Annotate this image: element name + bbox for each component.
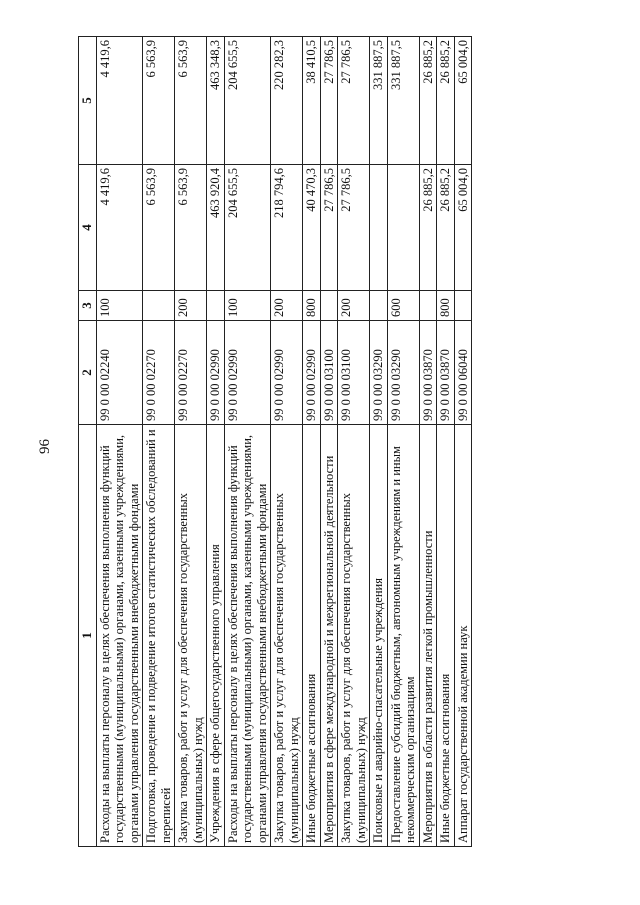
row-name: Учреждения в сфере общегосударственного управления: [207, 425, 225, 847]
row-value-4: 27 786,5: [320, 165, 338, 291]
row-code: 99 0 00 02270: [143, 321, 175, 425]
table-row: [271, 37, 303, 847]
row-value-4: 65 004,0: [454, 165, 472, 291]
row-value-5: 27 786,5: [338, 37, 370, 165]
row-value-5: 331 887,5: [370, 37, 388, 165]
row-vr: 800: [303, 291, 321, 321]
row-code: 99 0 00 03870: [437, 321, 455, 425]
row-vr: 600: [387, 291, 419, 321]
row-name: Предоставление субсидий бюджетным, автономным учреждениям и иным некоммерческим организациям: [387, 425, 419, 847]
row-value-5: 38 410,5: [303, 37, 321, 165]
table-row: [370, 37, 388, 847]
row-name: Иные бюджетные ассигнования: [437, 425, 455, 847]
row-value-5: 6 563,9: [175, 37, 207, 165]
row-value-5: 6 563,9: [143, 37, 175, 165]
row-value-4: 6 563,9: [175, 165, 207, 291]
row-value-4: 26 885,2: [437, 165, 455, 291]
row-code: 99 0 00 03100: [338, 321, 370, 425]
table-row: [338, 37, 370, 847]
row-name: Аппарат государственной академии наук: [454, 425, 472, 847]
rotated-table-wrapper: [78, 37, 540, 847]
row-code: 99 0 00 03290: [387, 321, 419, 425]
row-code: 99 0 00 03100: [320, 321, 338, 425]
row-value-5: 27 786,5: [320, 37, 338, 165]
row-vr: [370, 291, 388, 321]
table-row: [387, 37, 419, 847]
row-code: 99 0 00 02990: [207, 321, 225, 425]
row-value-4: 463 920,4: [207, 165, 225, 291]
row-name: Закупка товаров, работ и услуг для обеспечения государственных (муниципальных) нужд: [175, 425, 207, 847]
row-code: 99 0 00 03290: [370, 321, 388, 425]
row-code: 99 0 00 02990: [224, 321, 271, 425]
table-row: [175, 37, 207, 847]
row-code: 99 0 00 06040: [454, 321, 472, 425]
row-name: Поисковые и аварийно-спасательные учреждения: [370, 425, 388, 847]
row-value-5: 331 887,5: [387, 37, 419, 165]
row-value-4: 40 470,3: [303, 165, 321, 291]
row-name: Мероприятия в области развития легкой промышленности: [419, 425, 437, 847]
row-name: Закупка товаров, работ и услуг для обеспечения государственных (муниципальных) нужд: [338, 425, 370, 847]
row-vr: [320, 291, 338, 321]
row-vr: 200: [338, 291, 370, 321]
row-code: 99 0 00 02270: [175, 321, 207, 425]
row-code: 99 0 00 02990: [271, 321, 303, 425]
header-col-5: 5: [79, 37, 97, 165]
table-row: [143, 37, 175, 847]
table-row: [419, 37, 437, 847]
table-row: [207, 37, 225, 847]
row-vr: [143, 291, 175, 321]
row-code: 99 0 00 03870: [419, 321, 437, 425]
row-name: Иные бюджетные ассигнования: [303, 425, 321, 847]
row-value-5: 204 655,5: [224, 37, 271, 165]
row-value-4: 204 655,5: [224, 165, 271, 291]
table-row: [437, 37, 455, 847]
page-number: 96: [37, 439, 53, 454]
header-col-4: 4: [79, 165, 97, 291]
header-row: [79, 37, 97, 847]
row-value-4: 218 794,6: [271, 165, 303, 291]
table-row: [320, 37, 338, 847]
row-value-4: 27 786,5: [338, 165, 370, 291]
row-vr: 100: [96, 291, 143, 321]
row-vr: [207, 291, 225, 321]
row-code: 99 0 00 02990: [303, 321, 321, 425]
row-value-4: [370, 165, 388, 291]
row-vr: 100: [224, 291, 271, 321]
table-row: [454, 37, 472, 847]
budget-table: [78, 36, 472, 847]
row-name: Подготовка, проведение и подведение итогов статистических обследований и переписей: [143, 425, 175, 847]
row-value-5: 26 885,2: [437, 37, 455, 165]
row-vr: [419, 291, 437, 321]
table-row: [224, 37, 271, 847]
row-value-4: 26 885,2: [419, 165, 437, 291]
row-vr: 200: [175, 291, 207, 321]
row-value-5: 65 004,0: [454, 37, 472, 165]
row-name: Мероприятия в сфере международной и межрегиональной деятельности: [320, 425, 338, 847]
row-value-5: 26 885,2: [419, 37, 437, 165]
header-col-1: 1: [79, 425, 97, 847]
row-name: Расходы на выплаты персоналу в целях обеспечения выполнения функций государственными (муниципальными) органами, казенными учреждениями, органами управления государственными внебюджетными фондами: [96, 425, 143, 847]
row-value-5: 463 348,3: [207, 37, 225, 165]
table-row: [96, 37, 143, 847]
row-name: Закупка товаров, работ и услуг для обеспечения государственных (муниципальных) нужд: [271, 425, 303, 847]
row-vr: 800: [437, 291, 455, 321]
row-value-5: 220 282,3: [271, 37, 303, 165]
row-value-5: 4 419,6: [96, 37, 143, 165]
header-col-3: 3: [79, 291, 97, 321]
row-code: 99 0 00 02240: [96, 321, 143, 425]
row-value-4: [387, 165, 419, 291]
row-name: Расходы на выплаты персоналу в целях обеспечения выполнения функций государственными (муниципальными) органами, казенными учреждениями, органами управления государственными внебюджетными фондами: [224, 425, 271, 847]
row-vr: 200: [271, 291, 303, 321]
header-col-2: 2: [79, 321, 97, 425]
table-row: [303, 37, 321, 847]
row-value-4: 6 563,9: [143, 165, 175, 291]
row-value-4: 4 419,6: [96, 165, 143, 291]
row-vr: [454, 291, 472, 321]
